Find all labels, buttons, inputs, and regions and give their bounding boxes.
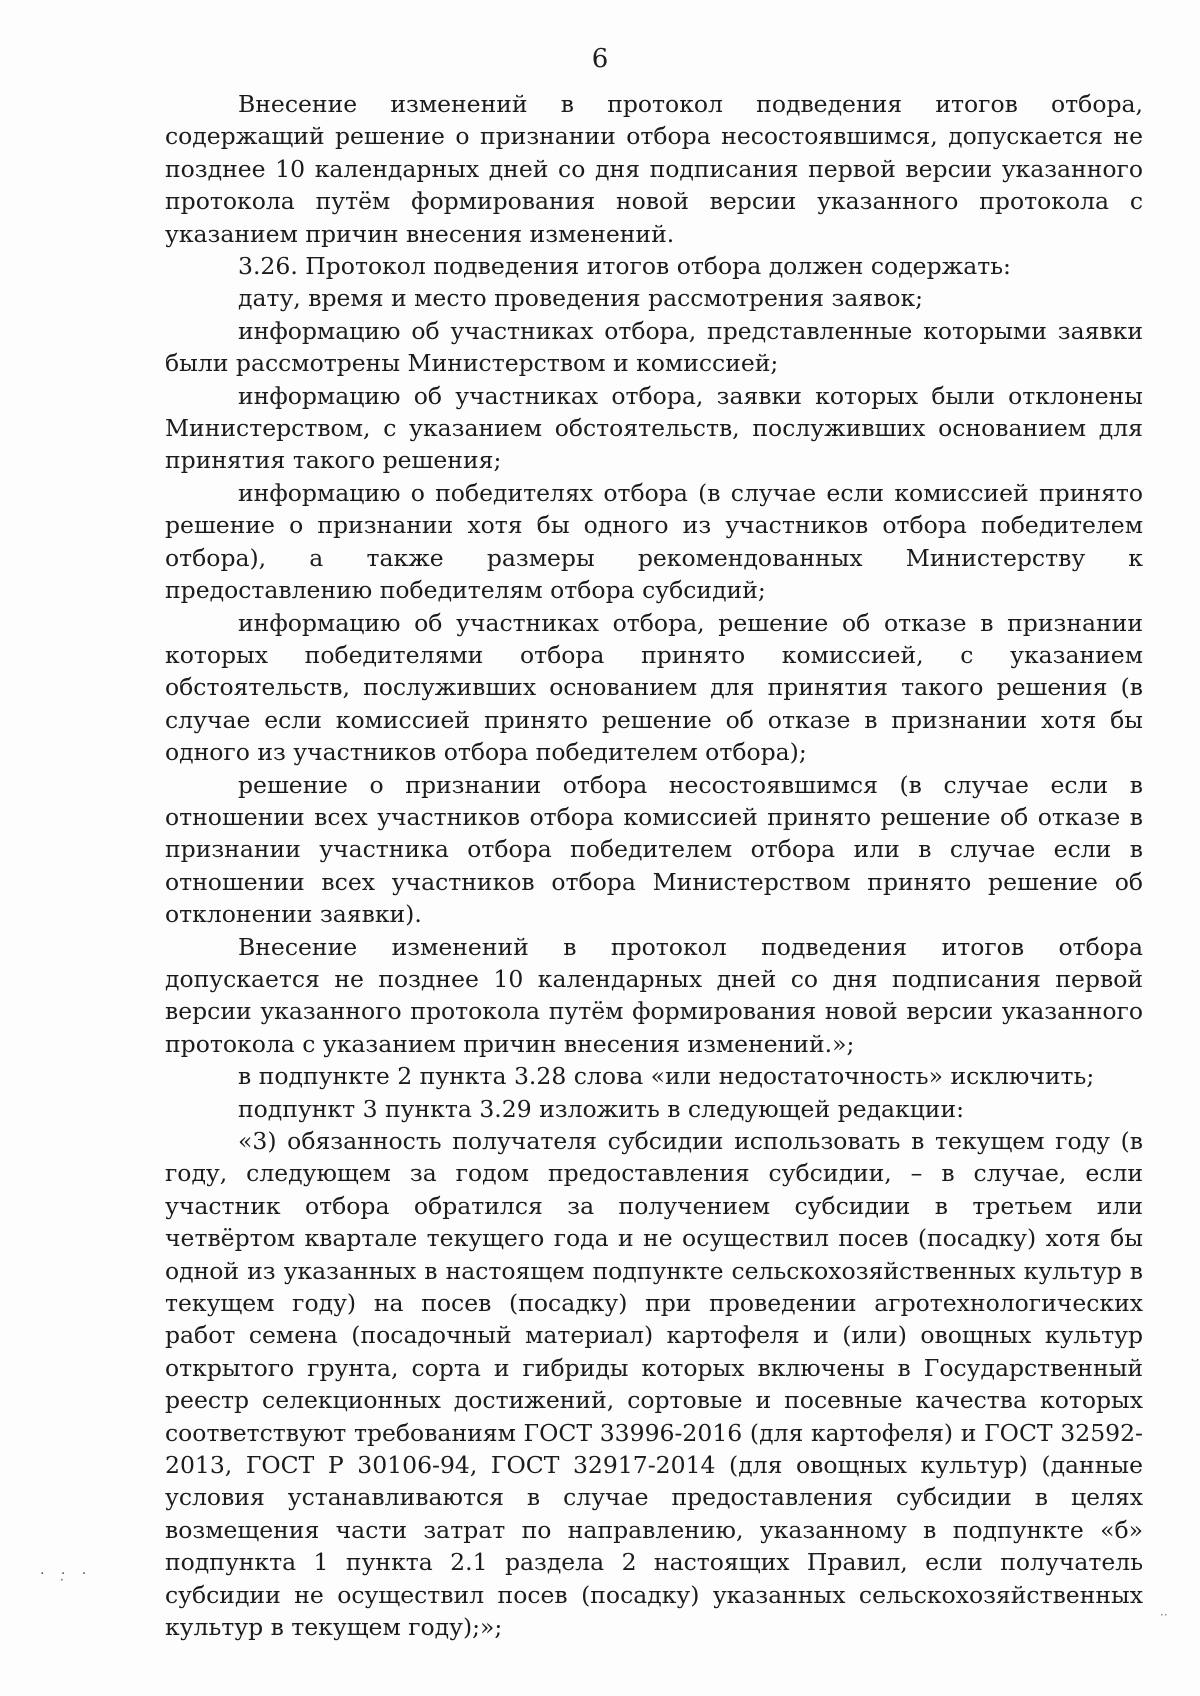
document-body — [165, 88, 1143, 1644]
paragraph: «3) обязанность получателя субсидии использовать в текущем году (в году, следующем за годом предоставления субсидии, – в случае, если участник отбора обратился за получением субсидии в третьем или четвёртом квартале текущего года и не осуществил посев (посадку) хотя бы одной из указанных в настоящем подпункте сельскохозяйственных культур в текущем году) на посев (посадку) при проведении агротехнологических работ семена (посадочный материал) картофеля и (или) овощных культур открытого грунта, сорта и гибриды которых включены в Государственный реестр селекционных достижений, сортовые и посевные качества которых соответствуют требованиям ГОСТ 33996-2016 (для картофеля) и ГОСТ 32592-2013, ГОСТ Р 30106-94, ГОСТ 32917-2014 (для овощных культур) (данные условия устанавливаются в случае предоставления субсидии в целях возмещения части затрат по направлению, указанному в подпункте «б» подпункта 1 пункта 2.1 раздела 2 настоящих Правил, если получатель субсидии не осуществил посев (посадку) указанных сельскохозяйственных культур в текущем году);»; — [165, 1127, 1143, 1642]
paragraph: в подпункте 2 пункта 3.28 слова «или недостаточность» исключить; — [238, 1062, 1095, 1091]
page-number: 6 — [591, 44, 609, 74]
paragraph: Внесение изменений в протокол подведения итогов отбора допускается не позднее 10 календарных дней со дня подписания первой версии указанного протокола путём формирования новой версии указанного протокола с указанием причин внесения изменений.»; — [165, 932, 1143, 1058]
paragraph: информацию об участниках отбора, решение об отказе в признании которых победителями отбора принято комиссией, с указанием обстоятельств, послуживших основанием для принятия такого решения (в случае если комиссией принято решение об отказе в признании хотя бы одного из участников отбора победителем отбора); — [165, 608, 1143, 767]
paragraph: информацию о победителях отбора (в случае если комиссией принято решение о признании хотя бы одного из участников отбора победителем отбора), а также размеры рекомендованных Министерству к предоставлению победителям отбора субсидий; — [165, 478, 1143, 605]
scan-specks-right: ·· — [1160, 1608, 1168, 1622]
paragraph: Внесение изменений в протокол подведения итогов отбора, содержащий решение о признании отбора несостоявшимся, допускается не позднее 10 календарных дней со дня подписания первой версии указанного протокола путём формирования новой версии указанного протокола с указанием причин внесения изменений. — [165, 90, 1143, 248]
paragraph: информацию об участниках отбора, заявки которых были отклонены Министерством, с указанием обстоятельств, послуживших основанием для принятия такого решения; — [165, 381, 1143, 475]
paragraph: подпункт 3 пункта 3.29 изложить в следующей редакции: — [238, 1094, 965, 1123]
paragraph: дату, время и место проведения рассмотрения заявок; — [238, 284, 924, 313]
paragraph: решение о признании отбора несостоявшимся (в случае если в отношении всех участников отбора комиссией принято решение об отказе в признании участника отбора победителем отбора или в случае если в отношении всех участников отбора Министерством принято решение об отклонении заявки). — [165, 770, 1143, 929]
paragraph: информацию об участниках отбора, представленные которыми заявки были рассмотрены Министерством и комиссией; — [165, 316, 1143, 378]
scan-specks: · ·̣ · — [40, 1566, 93, 1582]
paragraph: 3.26. Протокол подведения итогов отбора должен содержать: — [238, 252, 1011, 281]
